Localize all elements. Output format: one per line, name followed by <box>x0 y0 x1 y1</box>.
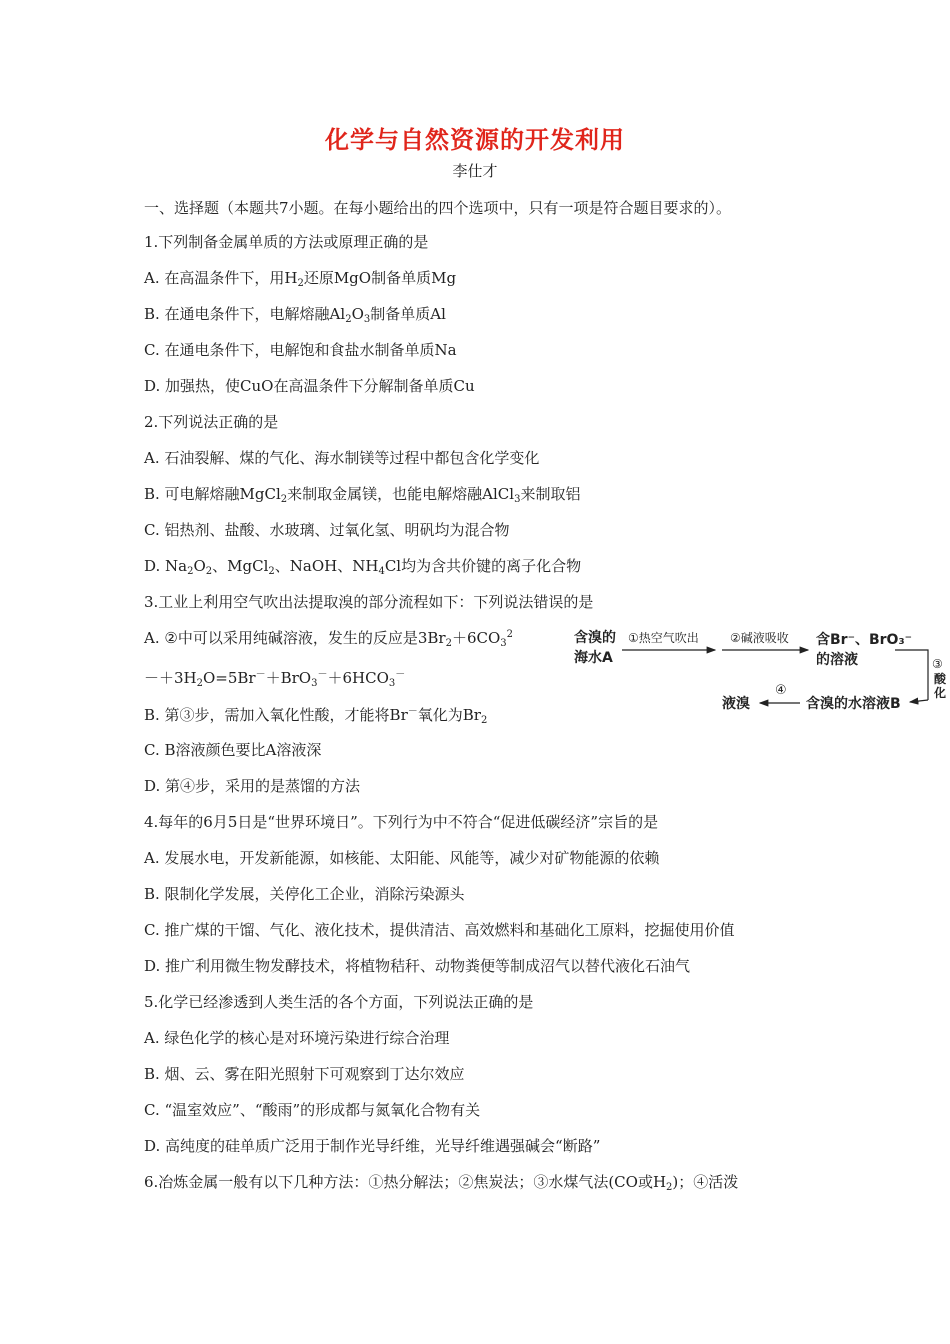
flow-step2-label: ②碱液吸收 <box>730 631 789 645</box>
q5-option-a: A. 绿色化学的核心是对环境污染进行综合治理 <box>144 1029 450 1047</box>
q1-option-c: C. 在通电条件下，电解饱和食盐水制备单质Na <box>144 341 457 359</box>
flow-connector-3 <box>895 650 928 700</box>
section-heading: 一、选择题（本题共7小题。在每小题给出的四个选项中，只有一项是符合题目要求的）。 <box>144 199 732 217</box>
q3-stem: 3.工业上利用空气吹出法提取溴的部分流程如下：下列说法错误的是 <box>144 593 594 611</box>
q5-option-d: D. 高纯度的硅单质广泛用于制作光导纤维，光导纤维遇强碱会“断路” <box>144 1137 601 1155</box>
q4-option-a: A. 发展水电，开发新能源，如核能、太阳能、风能等，减少对矿物能源的依赖 <box>144 849 660 867</box>
flow-arrow-3 <box>910 700 928 702</box>
q1-option-d: D. 加强热，使CuO在高温条件下分解制备单质Cu <box>144 377 475 395</box>
q3-option-a-line2: $-+3H_2O=5Br^-+BrO_3^-+6HCO_3^-$ <box>144 669 406 689</box>
q2-stem: 2.下列说法正确的是 <box>144 413 279 431</box>
flow-step3-label-2: 化 <box>934 686 947 700</box>
q5-option-c: C. “温室效应”、“酸雨”的形成都与氮氧化合物有关 <box>144 1101 481 1119</box>
flow-product: 液溴 <box>722 696 750 712</box>
flow-step1-label: ①热空气吹出 <box>628 631 699 645</box>
q4-stem: 4.每年的6月5日是“世界环境日”。下列行为中不符合“促进低碳经济”宗旨的是 <box>144 813 659 831</box>
q6-stem: 6.冶炼金属一般有以下几种方法：①热分解法；②焦炭法；③水煤气法(CO或$H_2$)；④活泼 <box>144 1173 739 1193</box>
bromine-extraction-flowchart <box>570 620 950 720</box>
flow-intermediate-line2: 的溶液 <box>816 652 858 668</box>
flow-source-line2: 海水A <box>574 650 613 666</box>
q2-option-c: C. 铝热剂、盐酸、水玻璃、过氧化氢、明矾均为混合物 <box>144 521 510 539</box>
q2-option-d: D. $Na_2O_2$、MgCl$_2$、NaOH、$NH_4Cl$均为含共价键的离子化合物 <box>144 557 582 577</box>
q4-option-b: B. 限制化学发展，关停化工企业，消除污染源头 <box>144 885 465 903</box>
q2-option-b: B. 可电解熔融MgCl$_2$来制取金属镁，也能电解熔融AlCl$_3$来制取铝 <box>144 485 581 505</box>
q3-option-d: D. 第④步，采用的是蒸馏的方法 <box>144 777 361 795</box>
q1-option-b: B. 在通电条件下，电解熔融$Al_2O_3$制备单质Al <box>144 305 446 325</box>
flow-step4-label: ④ <box>775 683 787 698</box>
q1-option-a: A. 在高温条件下，用$H_2$还原MgO制备单质Mg <box>144 269 457 289</box>
q2-option-a: A. 石油裂解、煤的气化、海水制镁等过程中都包含化学变化 <box>144 449 540 467</box>
flow-source-line1: 含溴的 <box>574 630 616 646</box>
flow-intermediate-line1: 含Br⁻、BrO₃⁻ <box>816 632 912 648</box>
q5-stem: 5.化学已经渗透到人类生活的各个方面，下列说法正确的是 <box>144 993 534 1011</box>
author: 李仕才 <box>452 162 498 180</box>
flow-solution-b: 含溴的水溶液B <box>806 696 901 712</box>
q3-option-c: C. B溶液颜色要比A溶液深 <box>144 741 322 759</box>
q1-stem: 1.下列制备金属单质的方法或原理正确的是 <box>144 233 429 251</box>
q3-option-b: B. 第③步，需加入氧化性酸，才能将Br－氧化为$Br_2$ <box>144 706 488 726</box>
page-title: 化学与自然资源的开发利用 <box>325 126 625 154</box>
q3-option-a-line1: A. ②中可以采用纯碱溶液，发生的反应是$3Br_2+6CO_3^2$ <box>144 629 514 649</box>
q4-option-c: C. 推广煤的干馏、气化、液化技术，提供清洁、高效燃料和基础化工原料，挖掘使用价值 <box>144 921 735 939</box>
flow-step3-label-1: 酸 <box>934 672 947 686</box>
q5-option-b: B. 烟、云、雾在阳光照射下可观察到丁达尔效应 <box>144 1065 465 1083</box>
flow-step3-number: ③ <box>932 657 943 671</box>
q4-option-d: D. 推广利用微生物发酵技术，将植物秸秆、动物粪便等制成沼气以替代液化石油气 <box>144 957 691 975</box>
